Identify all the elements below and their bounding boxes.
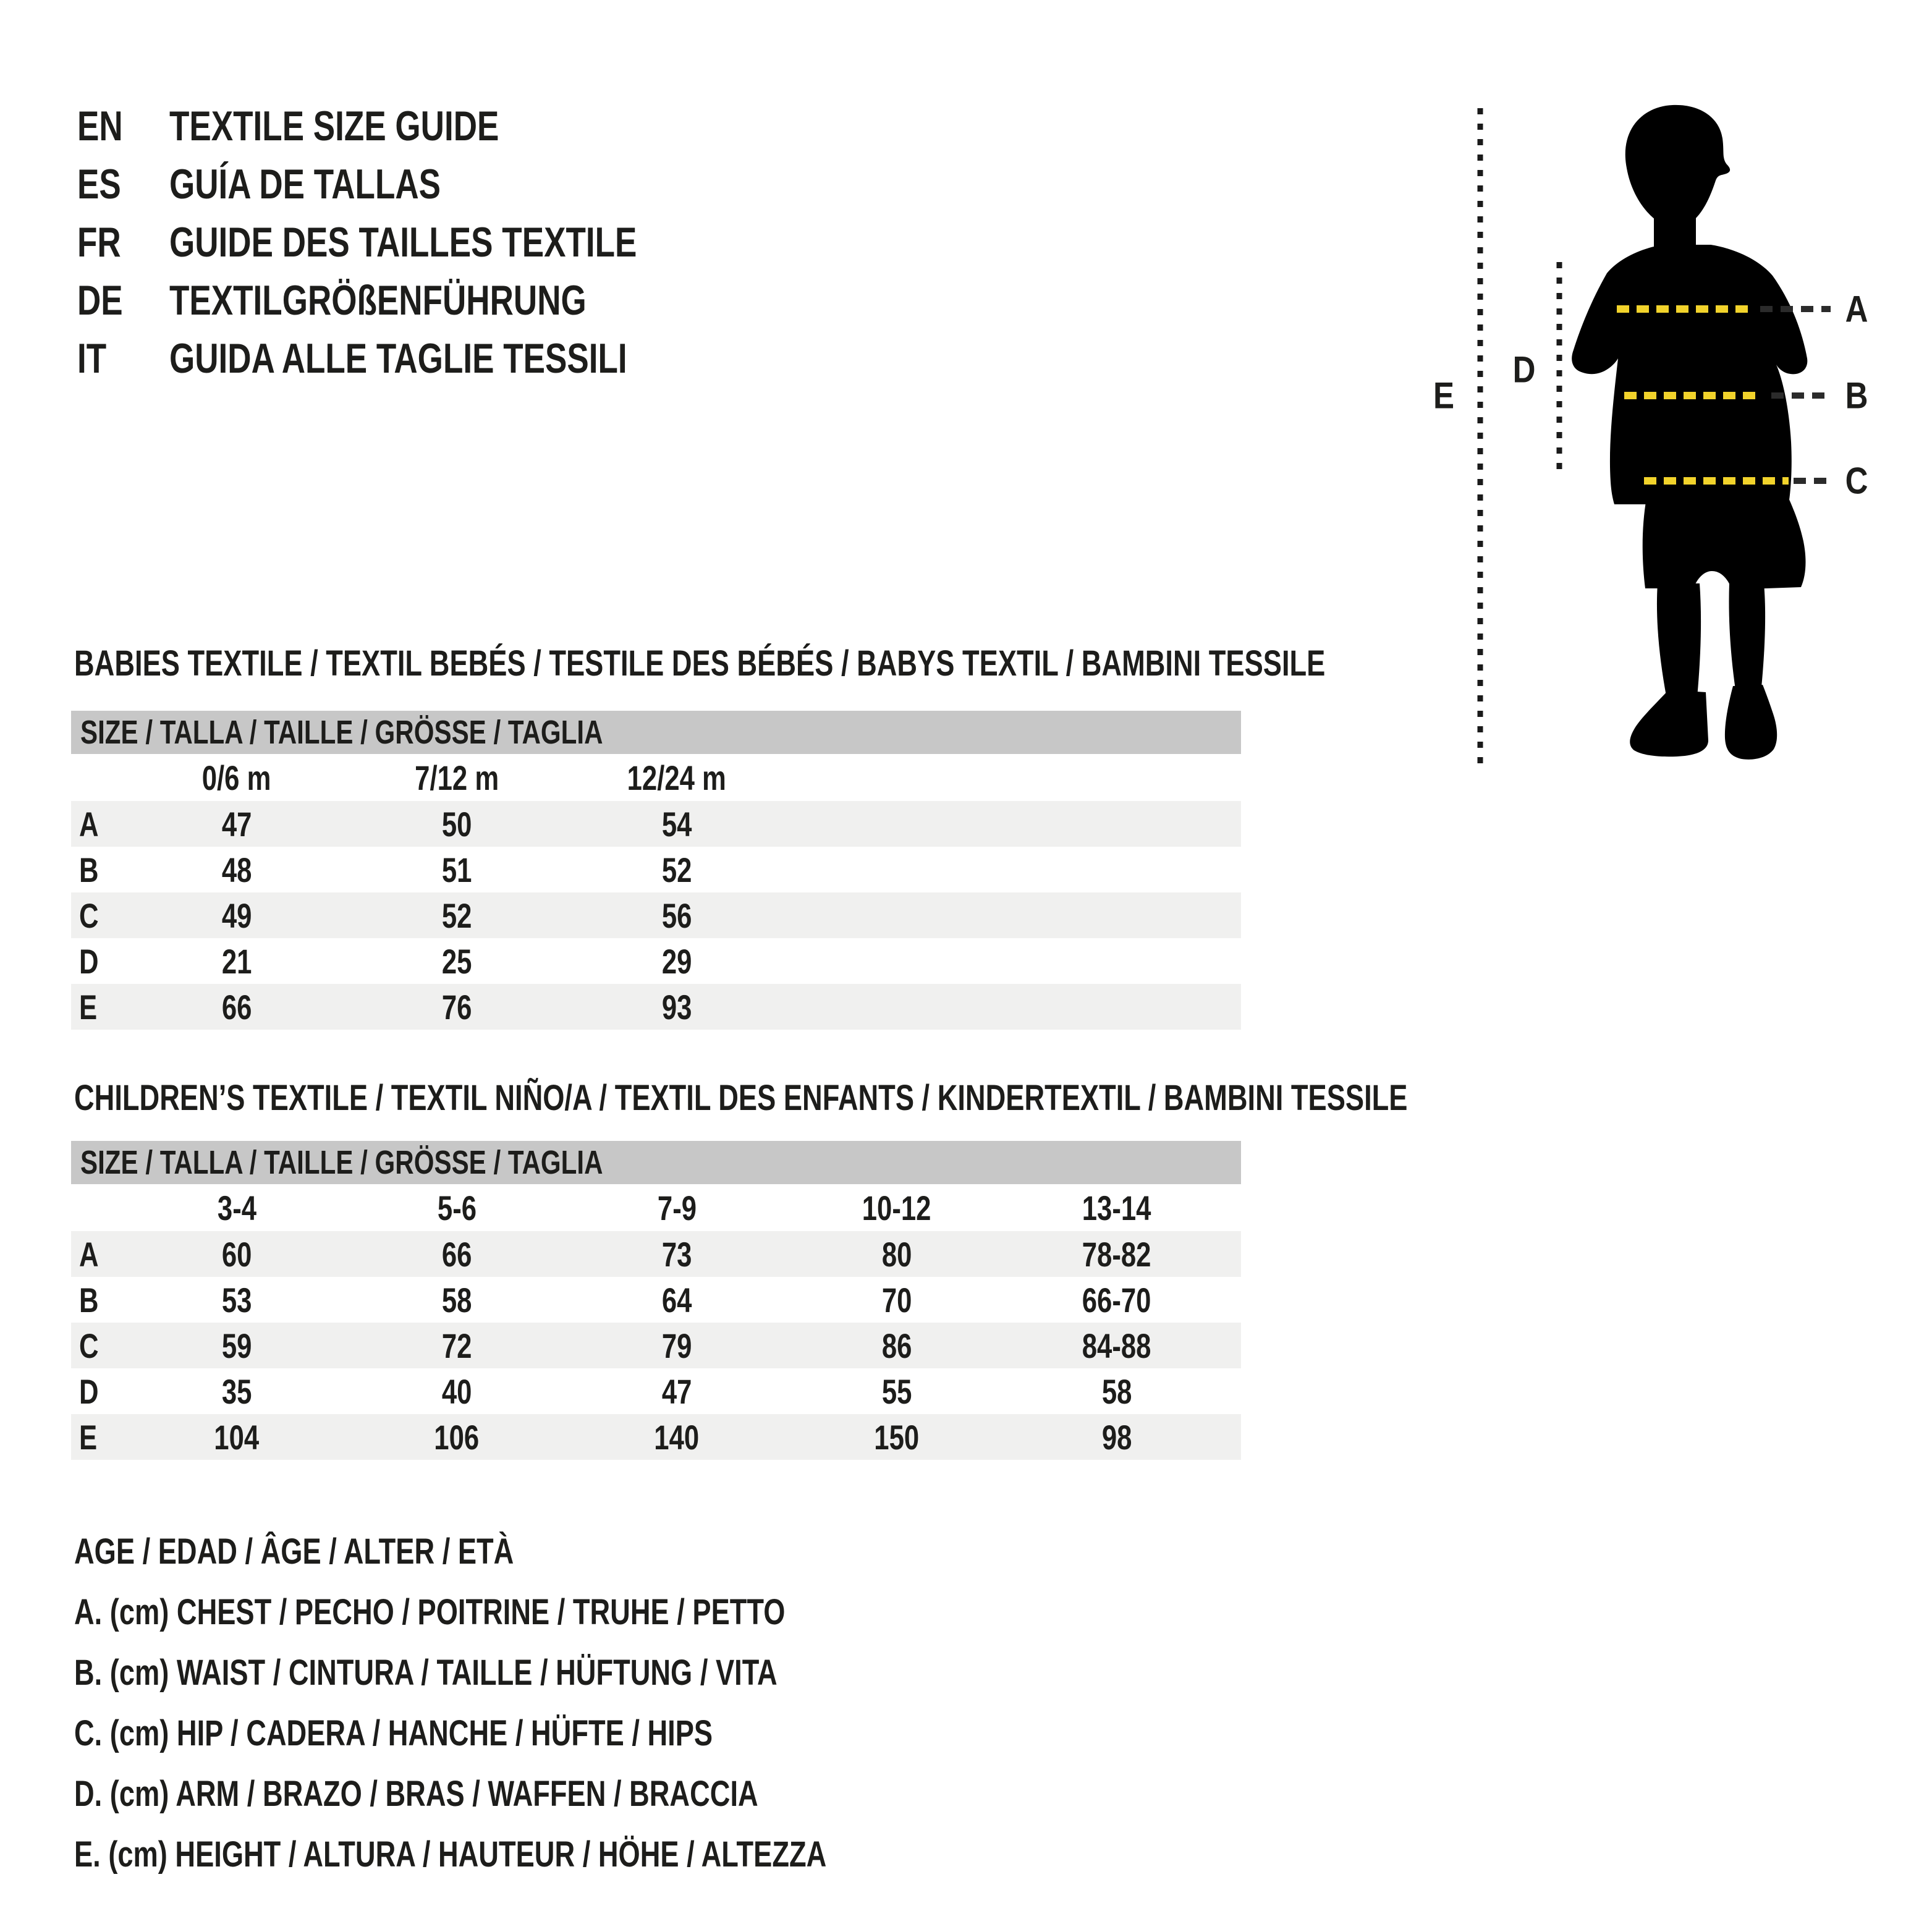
- cell-value: 21: [221, 941, 252, 981]
- table-row: [71, 938, 1241, 984]
- cell-value: 64: [661, 1280, 692, 1320]
- cell-value: 70: [881, 1280, 912, 1320]
- table-row: [71, 1368, 1241, 1414]
- children-heading-text: CHILDREN’S TEXTILE / TEXTIL NIÑO/A / TEXTIL DES ENFANTS / KINDERTEXTIL / BAMBINI TESSILE: [74, 1077, 1408, 1118]
- cell-value: 79: [661, 1326, 692, 1365]
- cell-value: 29: [661, 941, 692, 981]
- language-row-it: [77, 329, 769, 388]
- language-title-list: [77, 97, 769, 388]
- label-E: E: [1433, 375, 1455, 417]
- babies-column-headers: [71, 754, 1241, 801]
- row-label: B: [79, 1280, 99, 1320]
- children-size-table: [71, 1141, 1241, 1460]
- language-code: ES: [77, 161, 121, 208]
- column-header: 10-12: [862, 1188, 931, 1227]
- column-header: 3-4: [217, 1188, 256, 1227]
- table-row: [71, 847, 1241, 892]
- legend-line-chest: [74, 1582, 1039, 1642]
- cell-value: 78-82: [1082, 1234, 1151, 1274]
- children-section-heading: [74, 1077, 1784, 1118]
- cell-value: 55: [881, 1371, 912, 1411]
- cell-value: 73: [661, 1234, 692, 1274]
- language-title: GUÍA DE TALLAS: [169, 161, 441, 208]
- cell-value: 48: [221, 850, 252, 889]
- language-title: GUIDA ALLE TAGLIE TESSILI: [169, 335, 627, 382]
- cell-value: 72: [441, 1326, 472, 1365]
- table-row: [71, 801, 1241, 847]
- row-label: C: [79, 896, 99, 935]
- cell-value: 35: [221, 1371, 252, 1411]
- cell-value: 59: [221, 1326, 252, 1365]
- legend-text: D. (cm) ARM / BRAZO / BRAS / WAFFEN / BRACCIA: [74, 1773, 758, 1814]
- row-label: D: [79, 1371, 99, 1411]
- language-code: IT: [77, 335, 107, 382]
- cell-value: 86: [881, 1326, 912, 1365]
- row-label: E: [79, 1417, 98, 1457]
- silhouette-left-shoe: [1630, 690, 1708, 756]
- cell-value: 104: [214, 1417, 260, 1457]
- silhouette-torso: [1572, 245, 1807, 504]
- cell-value: 51: [441, 850, 472, 889]
- label-C: C: [1845, 460, 1868, 502]
- column-header: 7-9: [657, 1188, 697, 1227]
- legend-text: C. (cm) HIP / CADERA / HANCHE / HÜFTE / HIPS: [74, 1713, 713, 1753]
- cell-value: 80: [881, 1234, 912, 1274]
- column-header: 5-6: [437, 1188, 477, 1227]
- language-row-es: [77, 155, 769, 213]
- row-label: D: [79, 941, 99, 981]
- legend-line-hip: [74, 1703, 1039, 1763]
- size-header-text: SIZE / TALLA / TAILLE / GRÖSSE / TAGLIA: [80, 1144, 603, 1181]
- cell-value: 66-70: [1082, 1280, 1151, 1320]
- cell-value: 40: [441, 1371, 472, 1411]
- legend-text: A. (cm) CHEST / PECHO / POITRINE / TRUHE / PETTO: [74, 1591, 786, 1632]
- table-row: [71, 1414, 1241, 1460]
- language-title: TEXTILGRÖßENFÜHRUNG: [169, 277, 587, 324]
- cell-value: 53: [221, 1280, 252, 1320]
- legend-text: B. (cm) WAIST / CINTURA / TAILLE / HÜFTUNG / VITA: [74, 1652, 777, 1693]
- language-title: TEXTILE SIZE GUIDE: [169, 103, 499, 150]
- label-B: B: [1845, 375, 1868, 417]
- cell-value: 50: [441, 804, 472, 844]
- column-header: 13-14: [1082, 1188, 1151, 1227]
- cell-value: 150: [874, 1417, 920, 1457]
- legend-text: AGE / EDAD / ÂGE / ALTER / ETÀ: [74, 1531, 514, 1572]
- legend-line-height: [74, 1824, 1039, 1884]
- silhouette-right-leg: [1729, 583, 1765, 690]
- babies-section-heading: [74, 643, 1678, 684]
- column-header: 7/12 m: [415, 758, 499, 797]
- size-header-text: SIZE / TALLA / TAILLE / GRÖSSE / TAGLIA: [80, 714, 603, 751]
- silhouette-right-shoe: [1725, 685, 1777, 760]
- cell-value: 58: [441, 1280, 472, 1320]
- legend-line-waist: [74, 1642, 1039, 1703]
- cell-value: 106: [434, 1417, 480, 1457]
- language-row-fr: [77, 213, 769, 271]
- table-row: [71, 1231, 1241, 1277]
- children-size-header-band: [71, 1141, 1241, 1184]
- silhouette-shorts: [1614, 498, 1805, 590]
- row-label: E: [79, 987, 98, 1027]
- label-D: D: [1512, 349, 1536, 391]
- measurement-legend: [74, 1521, 1039, 1884]
- row-label: C: [79, 1326, 99, 1365]
- cell-value: 54: [661, 804, 692, 844]
- legend-line-age: [74, 1521, 1039, 1582]
- cell-value: 66: [221, 987, 252, 1027]
- babies-heading-text: BABIES TEXTILE / TEXTIL BEBÉS / TESTILE DES BÉBÉS / BABYS TEXTIL / BAMBINI TESSILE: [74, 643, 1326, 684]
- babies-size-table: [71, 711, 1241, 1030]
- cell-value: 60: [221, 1234, 252, 1274]
- language-code: EN: [77, 103, 123, 150]
- cell-value: 49: [221, 896, 252, 935]
- cell-value: 56: [661, 896, 692, 935]
- cell-value: 98: [1101, 1417, 1132, 1457]
- legend-text: E. (cm) HEIGHT / ALTURA / HAUTEUR / HÖHE / ALTEZZA: [74, 1834, 827, 1875]
- label-A: A: [1845, 288, 1868, 330]
- language-row-de: [77, 271, 769, 329]
- cell-value: 84-88: [1082, 1326, 1151, 1365]
- table-row: [71, 892, 1241, 938]
- table-row: [71, 1277, 1241, 1323]
- language-code: FR: [77, 219, 121, 266]
- cell-value: 93: [661, 987, 692, 1027]
- cell-value: 66: [441, 1234, 472, 1274]
- cell-value: 52: [661, 850, 692, 889]
- cell-value: 140: [654, 1417, 700, 1457]
- column-header: 12/24 m: [627, 758, 727, 797]
- cell-value: 25: [441, 941, 472, 981]
- cell-value: 47: [661, 1371, 692, 1411]
- cell-value: 47: [221, 804, 252, 844]
- legend-line-arm: [74, 1763, 1039, 1824]
- table-row: [71, 1323, 1241, 1368]
- language-title: GUIDE DES TAILLES TEXTILE: [169, 219, 637, 266]
- row-label: B: [79, 850, 99, 889]
- row-label: A: [79, 804, 99, 844]
- language-code: DE: [77, 277, 123, 324]
- children-column-headers: [71, 1184, 1241, 1231]
- column-header: 0/6 m: [202, 758, 271, 797]
- table-row: [71, 984, 1241, 1030]
- babies-size-header-band: [71, 711, 1241, 754]
- cell-value: 58: [1101, 1371, 1132, 1411]
- cell-value: 52: [441, 896, 472, 935]
- cell-value: 76: [441, 987, 472, 1027]
- language-row-en: [77, 97, 769, 155]
- row-label: A: [79, 1234, 99, 1274]
